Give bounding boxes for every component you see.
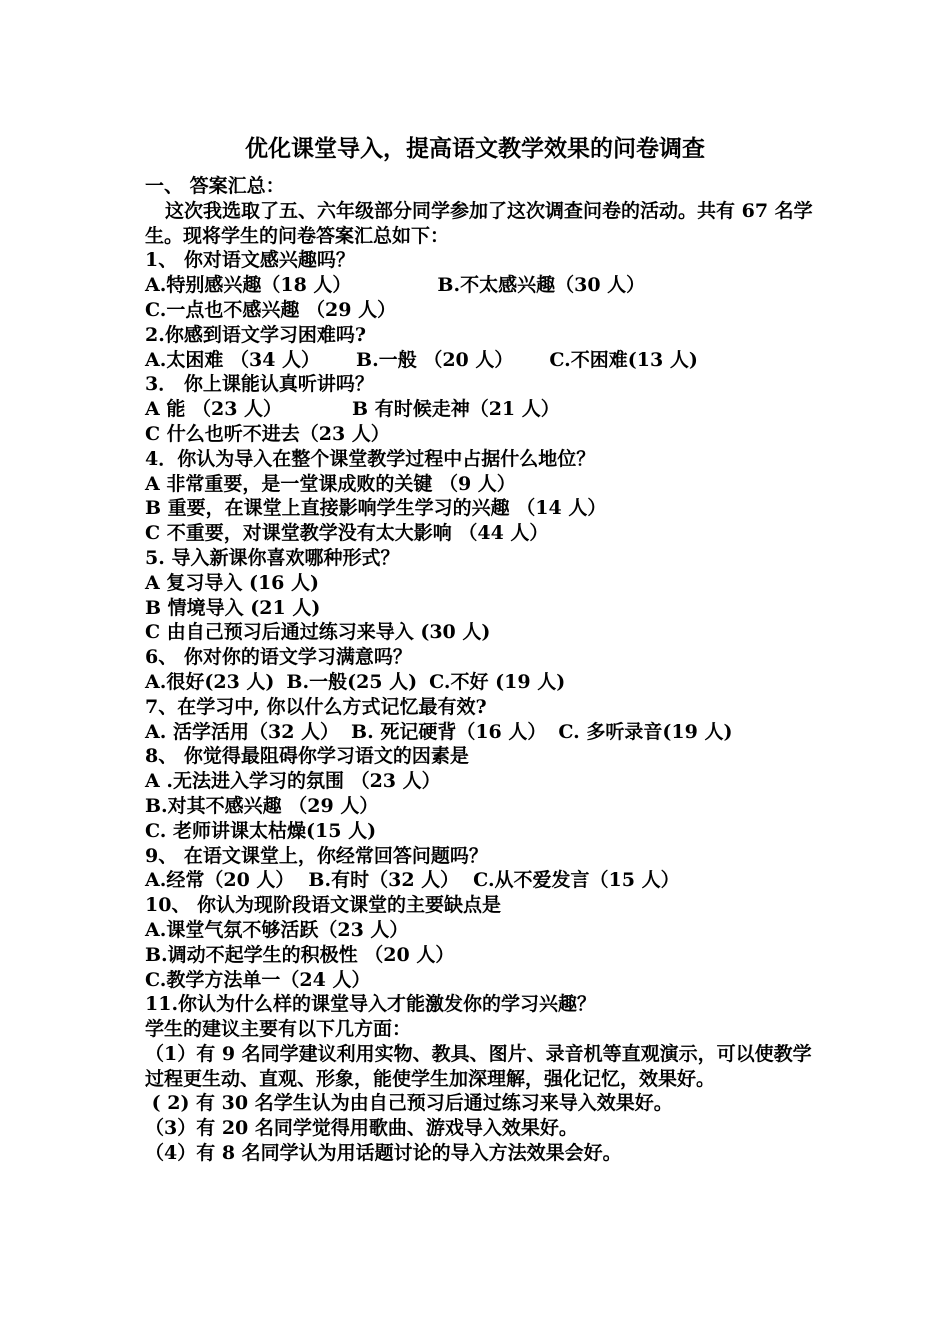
question-8: 8、 你觉得最阻碍你学习语文的因素是 xyxy=(145,745,469,768)
answers-row xyxy=(145,720,813,745)
question-11: 11.你认为什么样的课堂导入才能激发你的学习兴趣？ xyxy=(145,993,597,1016)
answers-row xyxy=(145,273,813,298)
suggestion-item: ( 2) 有 30 名学生认为由自己预习后通过练习来导入效果好。 xyxy=(145,1092,673,1115)
answer-option: C. 老师讲课太枯燥(15 人) xyxy=(145,819,377,842)
answer-option: B 情境导入 (21 人) xyxy=(145,596,321,619)
answer-option: A.很好(23 人) xyxy=(145,670,275,693)
answer-option: B.对其不感兴趣 （29 人） xyxy=(145,794,379,817)
question-6: 6、 你对你的语文学习满意吗？ xyxy=(145,646,412,669)
answer-option: B.有时（32 人） xyxy=(308,869,460,892)
answer-option: B. 死记硬背（16 人） xyxy=(351,720,547,743)
answer-option: A. 活学活用（32 人） xyxy=(145,720,340,743)
answer-option: C.一点也不感兴趣 （29 人） xyxy=(145,298,397,321)
answer-option: A.课堂气氛不够活跃（23 人） xyxy=(145,918,409,941)
suggestion-item: （4）有 8 名同学认为用话题讨论的导入方法效果会好。 xyxy=(145,1142,622,1165)
answer-option: C. 多听录音(19 人) xyxy=(558,720,733,743)
answer-option: A.特别感兴趣（18 人） xyxy=(145,274,352,297)
answer-option: B.不太感兴趣（30 人） xyxy=(437,274,646,297)
answer-option: A .无法进入学习的氛围 （23 人） xyxy=(145,770,441,793)
section-heading: 一、 答案汇总： xyxy=(145,175,285,197)
answer-option: C 不重要，对课堂教学没有太大影响 （44 人） xyxy=(145,522,549,545)
suggestion-item: （3）有 20 名同学觉得用歌曲、游戏导入效果好。 xyxy=(145,1117,578,1140)
question-3: 3． 你上课能认真听讲吗？ xyxy=(145,373,374,396)
answers-row xyxy=(145,397,813,422)
answers-row xyxy=(145,868,813,893)
answer-option: B.一般 （20 人） xyxy=(356,348,514,371)
question-9: 9、 在语文课堂上，你经常回答问题吗？ xyxy=(145,844,488,867)
question-10: 10、 你认为现阶段语文课堂的主要缺点是 xyxy=(145,894,502,917)
answer-option: C.教学方法单一（24 人） xyxy=(145,968,371,991)
answer-option: C.不困难(13 人) xyxy=(549,348,698,371)
question-5: 5. 导入新课你喜欢哪种形式？ xyxy=(145,546,400,569)
answer-option: C 由自己预习后通过练习来导入 (30 人) xyxy=(145,621,491,644)
question-1: 1、 你对语文感兴趣吗？ xyxy=(145,249,355,272)
document-title: 优化课堂导入，提高语文教学效果的问卷调查 xyxy=(245,135,705,162)
answer-option: C.从不爱发言（15 人） xyxy=(473,869,680,892)
answers-row xyxy=(145,348,813,373)
document-body xyxy=(145,174,813,1166)
answer-option: A.经常（20 人） xyxy=(145,869,295,892)
question-7: 7、在学习中, 你以什么方式记忆最有效? xyxy=(145,695,487,718)
suggestions-lead: 学生的建议主要有以下几方面： xyxy=(145,1018,412,1041)
question-2: 2.你感到语文学习困难吗? xyxy=(145,323,366,346)
answer-option: C 什么也听不进去（23 人） xyxy=(145,422,390,445)
answers-row xyxy=(145,670,813,695)
answer-option: C.不好 (19 人) xyxy=(429,670,566,693)
answer-option: A 非常重要，是一堂课成败的关键 （9 人） xyxy=(145,472,516,495)
answer-option: A.太困难 （34 人） xyxy=(145,348,321,371)
answer-option: A 复习导入 (16 人) xyxy=(145,571,320,594)
answer-option: B 重要，在课堂上直接影响学生学习的兴趣 （14 人） xyxy=(145,497,607,520)
question-4: 4．你认为导入在整个课堂教学过程中占据什么地位？ xyxy=(145,447,596,470)
answer-option: A 能 （23 人） xyxy=(145,398,283,421)
intro-paragraph: 这次我选取了五、六年级部分同学参加了这次调查问卷的活动。共有 67 名学生。现将学生的问卷答案汇总如下： xyxy=(145,199,813,247)
answer-option: B.调动不起学生的积极性 （20 人） xyxy=(145,943,455,966)
answer-option: B 有时候走神（21 人） xyxy=(352,398,560,421)
suggestion-item: （1）有 9 名同学建议利用实物、教具、图片、录音机等直观演示，可以使教学过程更生动、直观、形象，能使学生加深理解，强化记忆，效果好。 xyxy=(145,1042,812,1090)
answer-option: B.一般(25 人) xyxy=(286,670,418,693)
